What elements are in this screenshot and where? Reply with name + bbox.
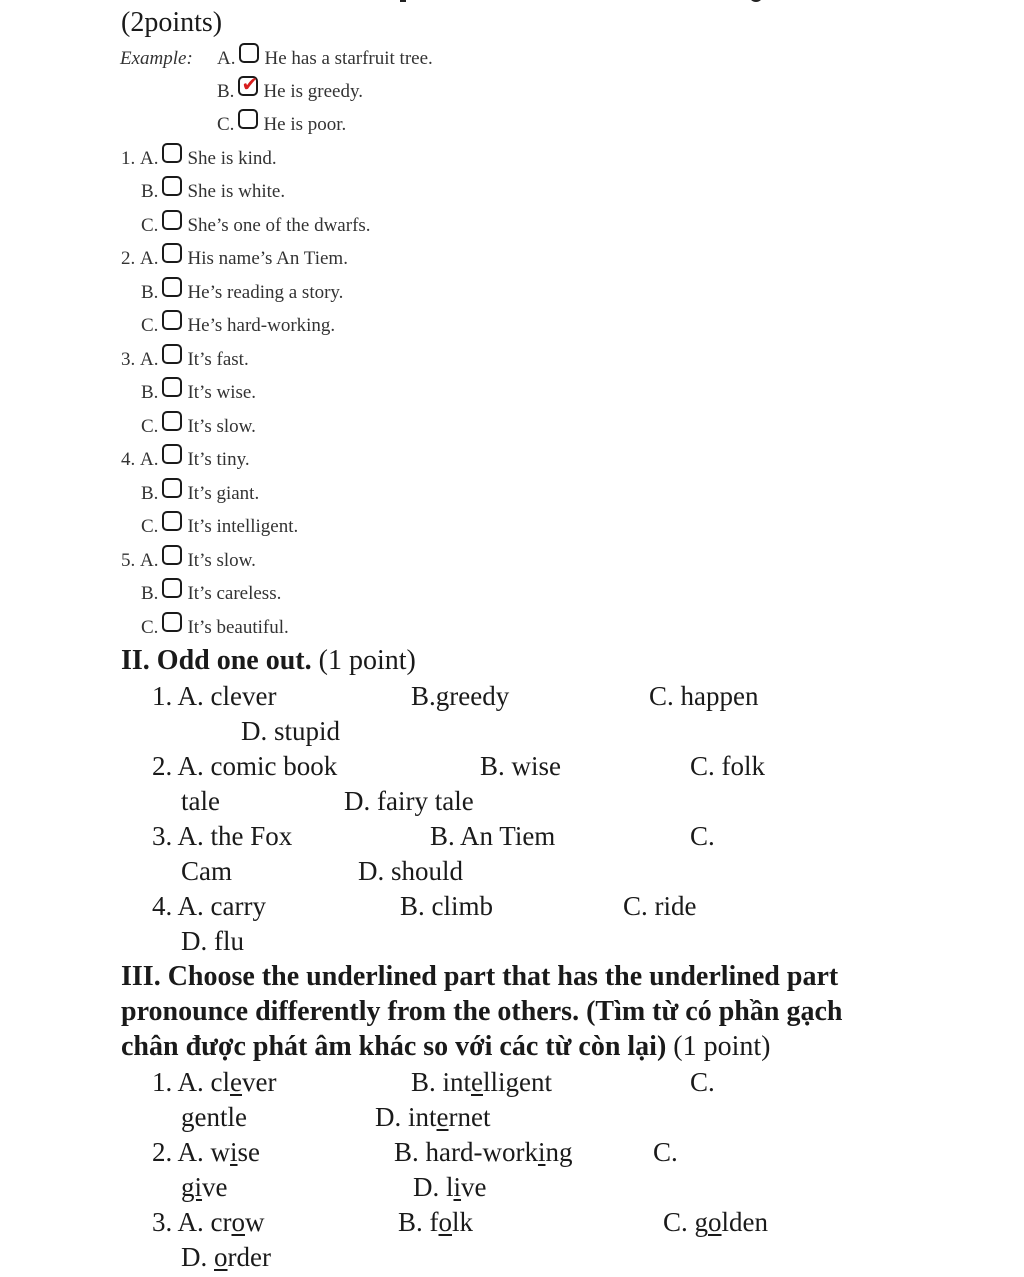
word-part: ng [545,1137,573,1167]
option-text: He’s reading a story. [187,282,344,303]
q1-option-c [141,214,371,238]
word-part: B. int [411,1067,472,1097]
option-text: It’s fast. [187,349,249,370]
word-part: 3. A. cr [152,1207,232,1237]
q1-option-a [121,147,277,171]
pron-q2-b [394,1135,572,1169]
part2-heading [121,643,416,678]
checked-checkbox-icon[interactable] [238,76,258,96]
option-letter: C. [141,416,159,437]
option-text: It’s beautiful. [187,617,289,638]
question-number: 5. [121,550,136,571]
part2-heading-text: II. Odd one out. [121,645,312,676]
q4-option-c [141,515,298,539]
part3-heading-line2: pronounce differently from the others. (Tìm từ có phần gạch [121,996,843,1027]
checkbox-icon[interactable] [162,545,182,565]
underlined-part: e [230,1067,242,1097]
pron-q2-d [413,1170,487,1204]
q5-option-a [121,549,256,573]
odd-q3-c: C. [690,821,715,851]
pron-q3-a [152,1205,264,1239]
option-text: It’s slow. [187,550,256,571]
option-letter: C. [217,114,235,135]
checkbox-icon[interactable] [162,176,182,196]
example-option-a [120,47,433,71]
q4-option-b [141,482,259,506]
odd-q1-a: 1. A. clever [152,681,277,711]
word-part: 2. A. w [152,1137,231,1167]
option-text: It’s giant. [187,483,260,504]
checkbox-icon[interactable] [162,478,182,498]
q3-option-a [121,348,249,372]
option-text: It’s tiny. [187,449,250,470]
q1-option-b [141,180,285,204]
part3-heading-line1: III. Choose the underlined part that has the underlined part [121,961,839,992]
pron-q2-a [152,1135,260,1169]
odd-q3-a: 3. A. the Fox [152,821,293,851]
option-letter: B. [217,81,235,102]
question-number: 1. [121,148,136,169]
odd-q3-d: D. should [358,856,464,886]
odd-q2-c-cont: tale [181,786,220,816]
option-text: It’s wise. [187,382,257,403]
option-text: She is white. [187,181,286,202]
q3-option-c [141,415,256,439]
word-part: D. [181,1242,214,1272]
option-text: He’s hard-working. [187,315,336,336]
pron-q2-c-cont [181,1170,228,1204]
example-option-c [217,113,346,137]
odd-q1-d: D. stupid [241,716,341,746]
word-part: w [244,1207,265,1237]
pron-q1-a [152,1065,276,1099]
q4-option-a [121,448,250,472]
odd-q4-d: D. flu [181,926,244,956]
checkbox-icon[interactable] [162,243,182,263]
option-text: It’s careless. [187,583,282,604]
checkbox-icon[interactable] [162,578,182,598]
underlined-part: i [453,1172,462,1202]
checkbox-icon[interactable] [162,210,182,230]
question-number: 3. [121,349,136,370]
part1-points: (2points) [121,7,223,38]
word-part: entle [194,1102,247,1132]
odd-q4-b: B. climb [400,891,493,921]
checkbox-icon[interactable] [238,109,258,129]
odd-q1-b: B.greedy [411,681,510,711]
option-letter: A. [140,248,159,269]
cropped-previous-line [400,0,780,4]
word-part: lk [452,1207,474,1237]
word-part: rnet [448,1102,491,1132]
word-part: D. l [413,1172,454,1202]
option-letter: B. [141,583,159,604]
underlined-part: g [181,1102,195,1132]
option-letter: C. [141,617,159,638]
checkbox-icon[interactable] [162,344,182,364]
odd-q2-a: 2. A. comic book [152,751,338,781]
odd-q2-c: C. folk [690,751,766,781]
q5-option-c [141,616,289,640]
q5-option-b [141,582,281,606]
underlined-part: o [231,1207,245,1237]
odd-q3-b: B. An Tiem [430,821,556,851]
word-part: se [237,1137,261,1167]
checkbox-icon[interactable] [162,444,182,464]
checkbox-icon[interactable] [162,143,182,163]
word-part: B. hard-work [394,1137,538,1167]
option-letter: B. [141,382,159,403]
underlined-part: i [230,1137,238,1167]
word-part: 1. A. cl [152,1067,230,1097]
word-part: ver [241,1067,277,1097]
pron-q3-d [181,1240,271,1274]
option-letter: C. [141,215,159,236]
part3-heading-line3 [121,1029,771,1064]
word-part: lden [721,1207,769,1237]
underlined-part: o [438,1207,452,1237]
odd-q2-d: D. fairy tale [344,786,474,816]
example-label: Example: [120,48,193,69]
word-part: ve [202,1172,228,1202]
option-text: It’s intelligent. [187,516,299,537]
underlined-part: i [537,1137,546,1167]
option-letter: C. [141,315,159,336]
checkbox-icon[interactable] [162,310,182,330]
option-text: She’s one of the dwarfs. [187,215,371,236]
q2-option-c [141,314,335,338]
word-part: rder [227,1242,271,1272]
odd-q4-c: C. ride [623,891,697,921]
option-letter: C. [141,516,159,537]
word-part: ve [461,1172,487,1202]
pron-q1-d [375,1100,490,1134]
option-text: She is kind. [187,148,277,169]
option-text: He is poor. [263,114,347,135]
option-letter: A. [140,148,159,169]
word-part: D. int [375,1102,437,1132]
q2-option-b [141,281,343,305]
word-part: B. f [398,1207,439,1237]
checkbox-icon[interactable] [239,43,259,63]
part3-heading-text: chân được phát âm khác so với các từ còn lại) [121,1031,667,1062]
odd-q4-a: 4. A. carry [152,891,266,921]
option-text: He is greedy. [263,81,363,102]
option-letter: B. [141,282,159,303]
pron-q1-b [411,1065,552,1099]
underlined-part: o [214,1242,228,1272]
option-letter: A. [217,48,236,69]
q2-option-a [121,247,348,271]
underlined-part: o [708,1207,722,1237]
option-text: He has a starfruit tree. [264,48,433,69]
checkbox-icon[interactable] [162,612,182,632]
underlined-part: e [436,1102,449,1132]
option-text: His name’s An Tiem. [187,248,348,269]
checkbox-icon[interactable] [162,277,182,297]
odd-q3-c-cont: Cam [181,856,232,886]
pron-q3-b [398,1205,473,1239]
part2-points: (1 point) [318,645,416,676]
underlined-part: e [471,1067,483,1097]
question-number: 4. [121,449,136,470]
word-part: C. g [663,1207,709,1237]
checkbox-icon[interactable] [162,377,182,397]
word-part: lligent [483,1067,552,1097]
option-letter: A. [140,449,159,470]
checkbox-icon[interactable] [162,411,182,431]
pron-q1-c-cont [181,1100,247,1134]
underlined-part: gi [181,1172,203,1202]
option-letter: A. [140,550,159,571]
odd-q2-b: B. wise [480,751,561,781]
pron-q3-c [663,1205,768,1239]
part3-points: (1 point) [673,1031,771,1062]
q3-option-b [141,381,256,405]
checkbox-icon[interactable] [162,511,182,531]
option-text: It’s slow. [187,416,256,437]
odd-q1-c: C. happen [649,681,759,711]
pron-q1-c: C. [690,1067,715,1097]
question-number: 2. [121,248,136,269]
pron-q2-c: C. [653,1137,678,1167]
example-option-b [217,80,363,104]
option-letter: A. [140,349,159,370]
option-letter: B. [141,181,159,202]
option-letter: B. [141,483,159,504]
